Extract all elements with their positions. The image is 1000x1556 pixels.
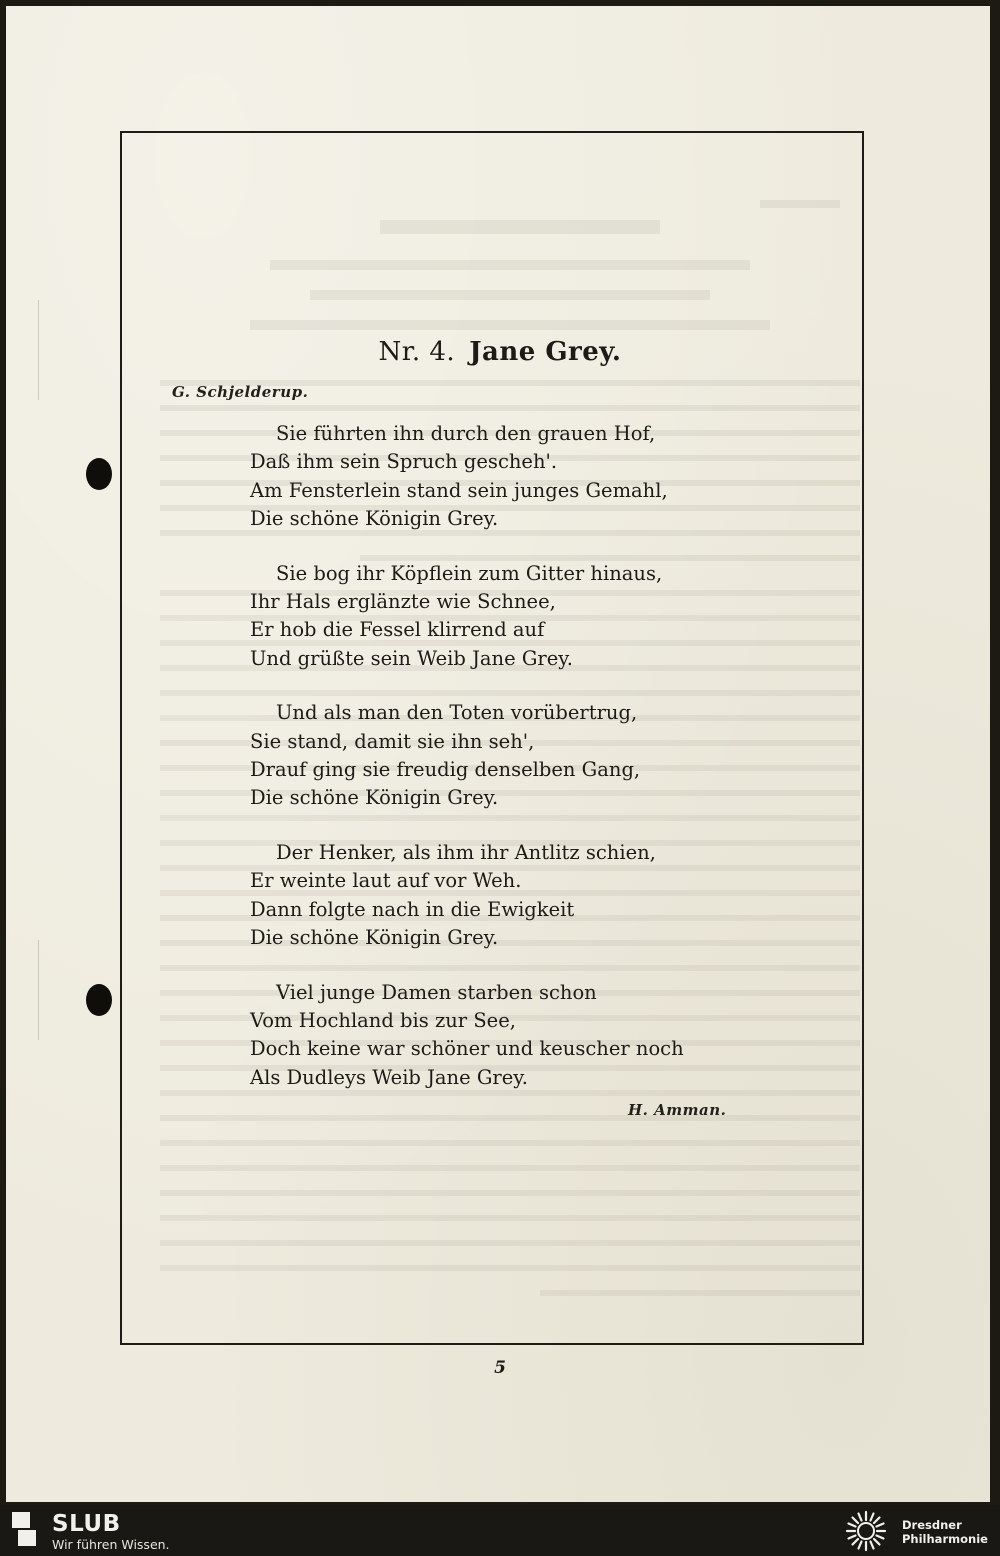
poem-line: Am Fensterlein stand sein junges Gemahl,: [250, 478, 668, 502]
punch-hole: [86, 458, 112, 490]
poet-name: H. Amman.: [628, 1101, 727, 1119]
poem: [250, 420, 770, 1118]
poem-line: Als Dudleys Weib Jane Grey.: [250, 1065, 528, 1089]
poem-line: Der Henker, als ihm ihr Antlitz schien,: [276, 841, 656, 865]
page-number: 5: [494, 1358, 506, 1378]
poem-line: Die schöne Königin Grey.: [250, 786, 499, 810]
poem-line: Und als man den Toten vorübertrug,: [276, 701, 638, 725]
torn-edge: [6, 940, 39, 1040]
poem-line: Er hob die Fessel klirrend auf: [250, 618, 545, 642]
poem-stanza: [250, 560, 770, 673]
dresdner-philharmonie-name: [902, 1518, 988, 1546]
poem-line: Viel junge Damen starben schon: [276, 980, 597, 1004]
poem-line: Die schöne Königin Grey.: [250, 925, 499, 949]
slub-library-name: SLUB: [52, 1511, 121, 1537]
poem-line: Sie bog ihr Köpflein zum Gitter hinaus,: [276, 561, 663, 585]
punch-hole: [86, 984, 112, 1016]
partner-name-line: Dresdner: [902, 1518, 962, 1532]
poem-line: Und grüßte sein Weib Jane Grey.: [250, 646, 573, 670]
poem-line: Daß ihm sein Spruch gescheh'.: [250, 450, 558, 474]
poem-line: Sie führten ihn durch den grauen Hof,: [276, 422, 656, 445]
song-number: Nr. 4.: [378, 337, 456, 367]
poem-line: Vom Hochland bis zur See,: [250, 1009, 516, 1033]
slub-tagline: Wir führen Wissen.: [52, 1537, 170, 1552]
poem-line: Sie stand, damit sie ihn seh',: [250, 729, 535, 753]
poem-line: Er weinte laut auf vor Weh.: [250, 869, 522, 893]
poem-line: Doch keine war schöner und keuscher noch: [250, 1037, 684, 1061]
poem-line: Die schöne Königin Grey.: [250, 506, 499, 530]
partner-name-line: Philharmonie: [902, 1532, 988, 1546]
poem-line: Drauf ging sie freudig denselben Gang,: [250, 757, 641, 781]
dresdner-philharmonie-logo-icon: [842, 1507, 890, 1555]
slub-logo-icon: [10, 1510, 38, 1548]
poem-stanza: [250, 420, 770, 533]
song-name: Jane Grey.: [469, 337, 622, 367]
poem-line: Dann folgte nach in die Ewigkeit: [250, 897, 575, 921]
composer-name: G. Schjelderup.: [172, 383, 309, 401]
poem-line: Ihr Hals erglänzte wie Schnee,: [250, 589, 556, 613]
poem-stanza: [250, 839, 770, 952]
poem-stanza: [250, 979, 770, 1092]
poem-stanza: [250, 699, 770, 812]
song-title: [0, 337, 1000, 367]
